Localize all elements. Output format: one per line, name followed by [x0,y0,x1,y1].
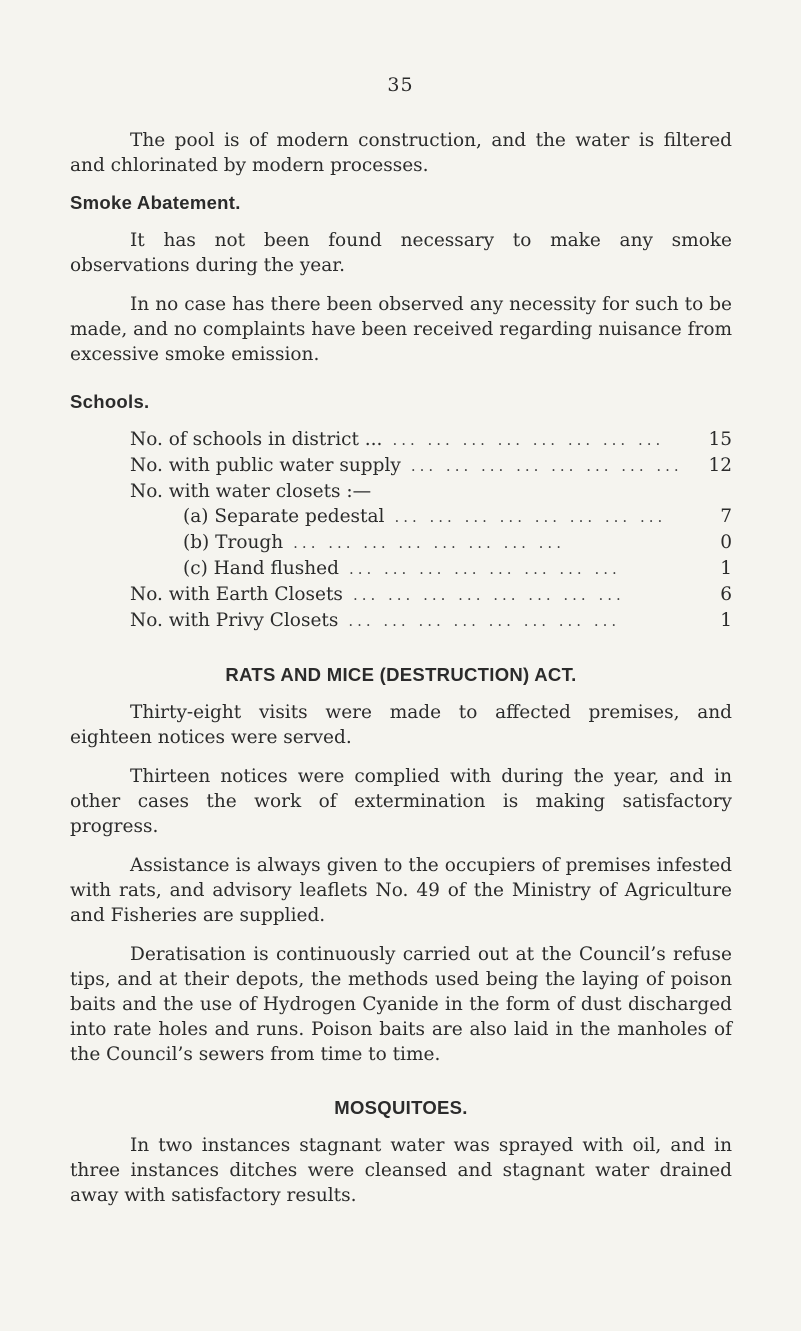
dot-leader: ... ... ... ... ... ... ... ... [348,612,621,630]
mosquitoes-paragraph: In two instances stagnant water was sprayed with oil, and in three instances ditches were cleansed and stagnant water drained away with satisfactory results. [70,1135,732,1206]
row-value: 6 [720,584,732,605]
table-row: No. with public water supply ... ... ... ... ... ... ... ... 12 [70,453,732,479]
table-row: No. with Earth Closets ... ... ... ... ... ... ... ... 6 [70,582,732,608]
table-row: (a) Separate pedestal ... ... ... ... ... ... ... ... 7 [70,504,732,530]
rats-paragraph-1: Thirty-eight visits were made to affected premises, and eighteen notices were served. [70,702,732,748]
dot-leader: ... ... ... ... ... ... ... ... [392,431,665,449]
schools-heading: Schools. [70,391,150,412]
mosquitoes-heading: MOSQUITOES. [334,1097,468,1118]
page-number: 35 [387,74,414,96]
smoke-paragraph-1: It has not been found necessary to make any smoke observations during the year. [70,230,732,276]
dot-leader: ... ... ... ... ... ... ... ... [293,534,565,552]
dot-leader: ... ... ... ... ... ... ... ... [394,508,667,526]
pool-paragraph: The pool is of modern construction, and the water is filtered and chlorinated by modern processes. [70,130,732,176]
rats-paragraph-3: Assistance is always given to the occupiers of premises infested with rats, and advisory leaflets No. 49 of the Ministry of Agriculture and Fisheries are supplied. [70,855,732,926]
dot-leader: ... ... ... ... ... ... ... ... [352,586,625,604]
row-value: 12 [708,455,732,476]
row-value: 1 [720,610,732,631]
table-row: No. of schools in district ... ... ... ... ... ... ... ... ... 15 [70,427,732,453]
dot-leader: ... ... ... ... ... ... ... ... [410,457,683,475]
rats-paragraph-4: Deratisation is continuously carried out at the Council’s refuse tips, and at their depots, the methods used being the laying of poison baits and the use of Hydrogen Cyanide in the form of dust discharged into rate holes and runs. Poison baits are also laid in the manholes of the Council’s sewers from time to time. [70,944,732,1065]
table-row: (b) Trough ... ... ... ... ... ... ... ... 0 [70,530,732,556]
rats-mice-heading: RATS AND MICE (DESTRUCTION) ACT. [225,664,577,685]
smoke-abatement-heading: Smoke Abatement. [70,192,241,213]
row-value: 15 [708,429,732,450]
table-row: No. with water closets :— [130,481,372,502]
table-row: (c) Hand flushed ... ... ... ... ... ... ... ... 1 [70,556,732,582]
rats-paragraph-2: Thirteen notices were complied with during the year, and in other cases the work of extermination is making satisfactory progress. [70,766,732,837]
row-value: 7 [720,506,732,527]
table-row: No. with Privy Closets ... ... ... ... ... ... ... ... 1 [70,608,732,634]
page-content [70,128,732,1208]
dot-leader: ... ... ... ... ... ... ... ... [348,560,621,578]
row-value: 0 [720,532,732,553]
smoke-paragraph-2: In no case has there been observed any necessity for such to be made, and no complaints have been received regarding nuisance from excessive smoke emission. [70,294,732,365]
schools-table [70,427,732,634]
row-value: 1 [720,558,732,579]
